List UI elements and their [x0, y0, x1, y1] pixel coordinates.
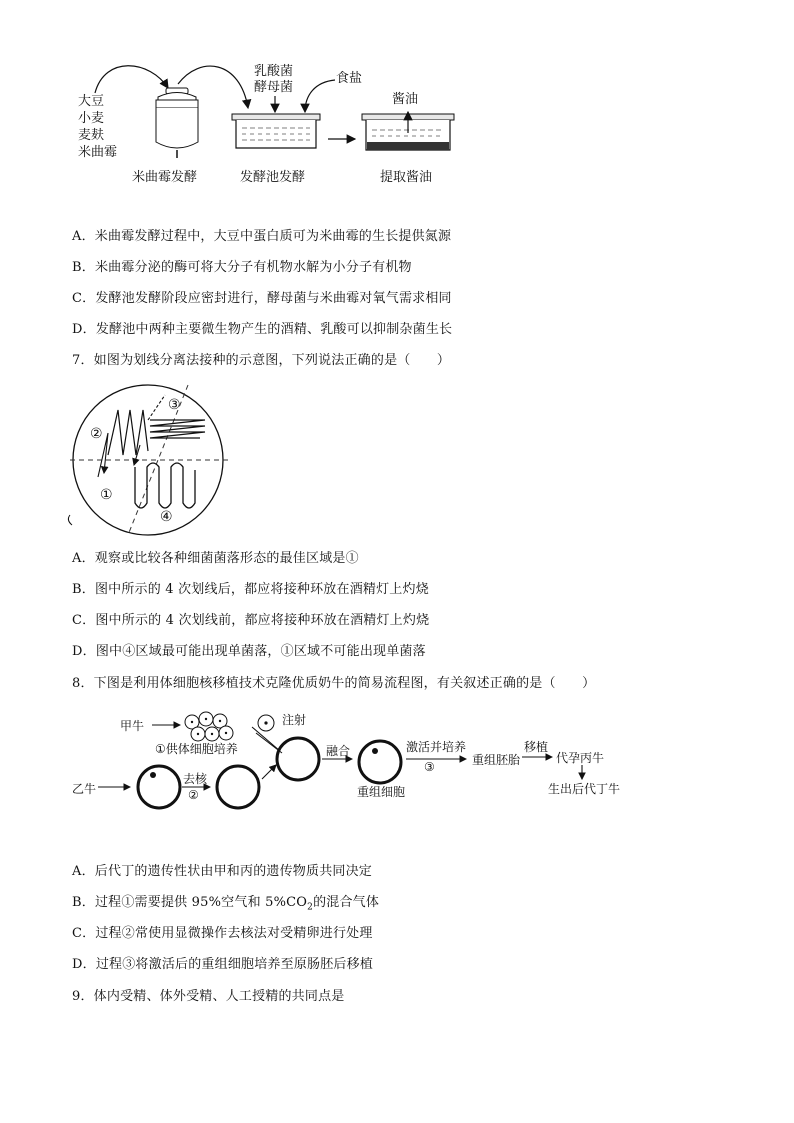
surrogate-label: 代孕丙牛	[556, 751, 605, 765]
q8-option-a: A．后代丁的遗传性状由甲和丙的遗传物质共同决定	[72, 864, 372, 879]
salt-arrow	[305, 80, 335, 112]
ingredient-item: 米曲霉	[78, 145, 118, 160]
ingredient-item: 麦麸	[78, 128, 105, 143]
q7-option-b: B．图中所示的 4 次划线后，都应将接种环放在酒精灯上灼烧	[72, 582, 429, 597]
inject-label: 注射	[282, 713, 307, 727]
q8-option-c: C．过程②常使用显微操作去核法对受精卵进行处理	[72, 926, 373, 941]
step-3-label: ③	[424, 760, 435, 774]
extraction-tank-icon	[362, 112, 454, 150]
ingredient-list	[78, 93, 117, 161]
region-label-4: ④	[160, 509, 173, 525]
q8-option-b-tail: 的混合气体	[313, 895, 380, 910]
q6-option-d: D．发酵池中两种主要微生物产生的酒精、乳酸可以抑制杂菌生长	[72, 322, 453, 337]
streak-plate-diagram	[0, 375, 794, 575]
activate-label: 激活并培养	[406, 740, 467, 754]
q7-option-c: C．图中所示的 4 次划线前，都应将接种环放在酒精灯上灼烧	[72, 613, 430, 628]
q6-option-a: A．米曲霉发酵过程中，大豆中蛋白质可为米曲霉的生长提供氮源	[72, 229, 452, 244]
enucleated-oocyte-icon	[217, 766, 259, 808]
stage-label: 米曲霉发酵	[132, 170, 198, 185]
q8-stem: 8．下图是利用体细胞核移植技术克隆优质奶牛的简易流程图，有关叙述正确的是（ ）	[72, 676, 596, 691]
region-label-3: ③	[168, 397, 181, 413]
q7-option-d: D．图中④区域最可能出现单菌落，①区域不可能出现单菌落	[72, 644, 426, 659]
q8-option-d: D．过程③将激活后的重组细胞培养至原肠胚后移植	[72, 957, 374, 972]
streak-region-4	[135, 463, 195, 508]
enucleate-label: 去核	[183, 772, 208, 786]
transplant-label: 移植	[524, 740, 549, 754]
microbe-list	[254, 64, 293, 96]
fermenter-icon	[156, 88, 198, 158]
step-2-label: ②	[188, 788, 199, 802]
q7-stem: 7．如图为划线分离法接种的示意图，下列说法正确的是（ ）	[72, 353, 451, 368]
ingredient-item: 大豆	[78, 94, 105, 109]
donor-cells-icon	[185, 712, 233, 741]
cow-b-label: 乙牛	[72, 782, 97, 796]
soy-sauce-label: 酱油	[392, 92, 419, 107]
stage-label: 发酵池发酵	[240, 170, 306, 185]
offspring-label: 生出后代丁牛	[548, 782, 621, 796]
ingredient-item: 小麦	[78, 111, 105, 126]
streak-region-2	[108, 410, 148, 455]
q8-option-b-text: B．过程①需要提供 95%空气和 5%CO	[72, 895, 308, 910]
recombinant-cell-icon	[359, 741, 401, 783]
fuse-label: 融合	[326, 744, 351, 758]
q8-option-b-subscript: 2	[307, 902, 314, 913]
oocyte-icon	[138, 766, 180, 808]
streak-region-3	[150, 420, 205, 438]
stage-label: 提取酱油	[380, 170, 433, 185]
step-1-label: ①供体细胞培养	[155, 742, 238, 756]
salt-label: 食盐	[336, 71, 363, 86]
injected-oocyte-icon	[277, 738, 319, 780]
recombinant-cell-label: 重组细胞	[357, 785, 406, 799]
fermentation-pool-icon	[232, 114, 320, 148]
q9-stem: 9．体内受精、体外受精、人工授精的共同点是	[72, 989, 345, 1004]
microbe-item: 乳酸菌	[254, 64, 294, 79]
cow-a-label: 甲牛	[120, 719, 145, 733]
region-label-1: ①	[100, 487, 113, 503]
q7-option-a: A．观察或比较各种细菌菌落形态的最佳区域是①	[72, 551, 359, 566]
region-label-2: ②	[90, 426, 103, 442]
q6-option-c: C．发酵池发酵阶段应密封进行，酵母菌与米曲霉对氧气需求相同	[72, 291, 452, 306]
embryo-label: 重组胚胎	[472, 753, 521, 767]
q6-option-b: B．米曲霉分泌的酶可将大分子有机物水解为小分子有机物	[72, 260, 412, 275]
microbe-item: 酵母菌	[254, 80, 294, 95]
q8-option-b	[72, 891, 379, 913]
curve-arrow-ingredients	[95, 66, 168, 93]
